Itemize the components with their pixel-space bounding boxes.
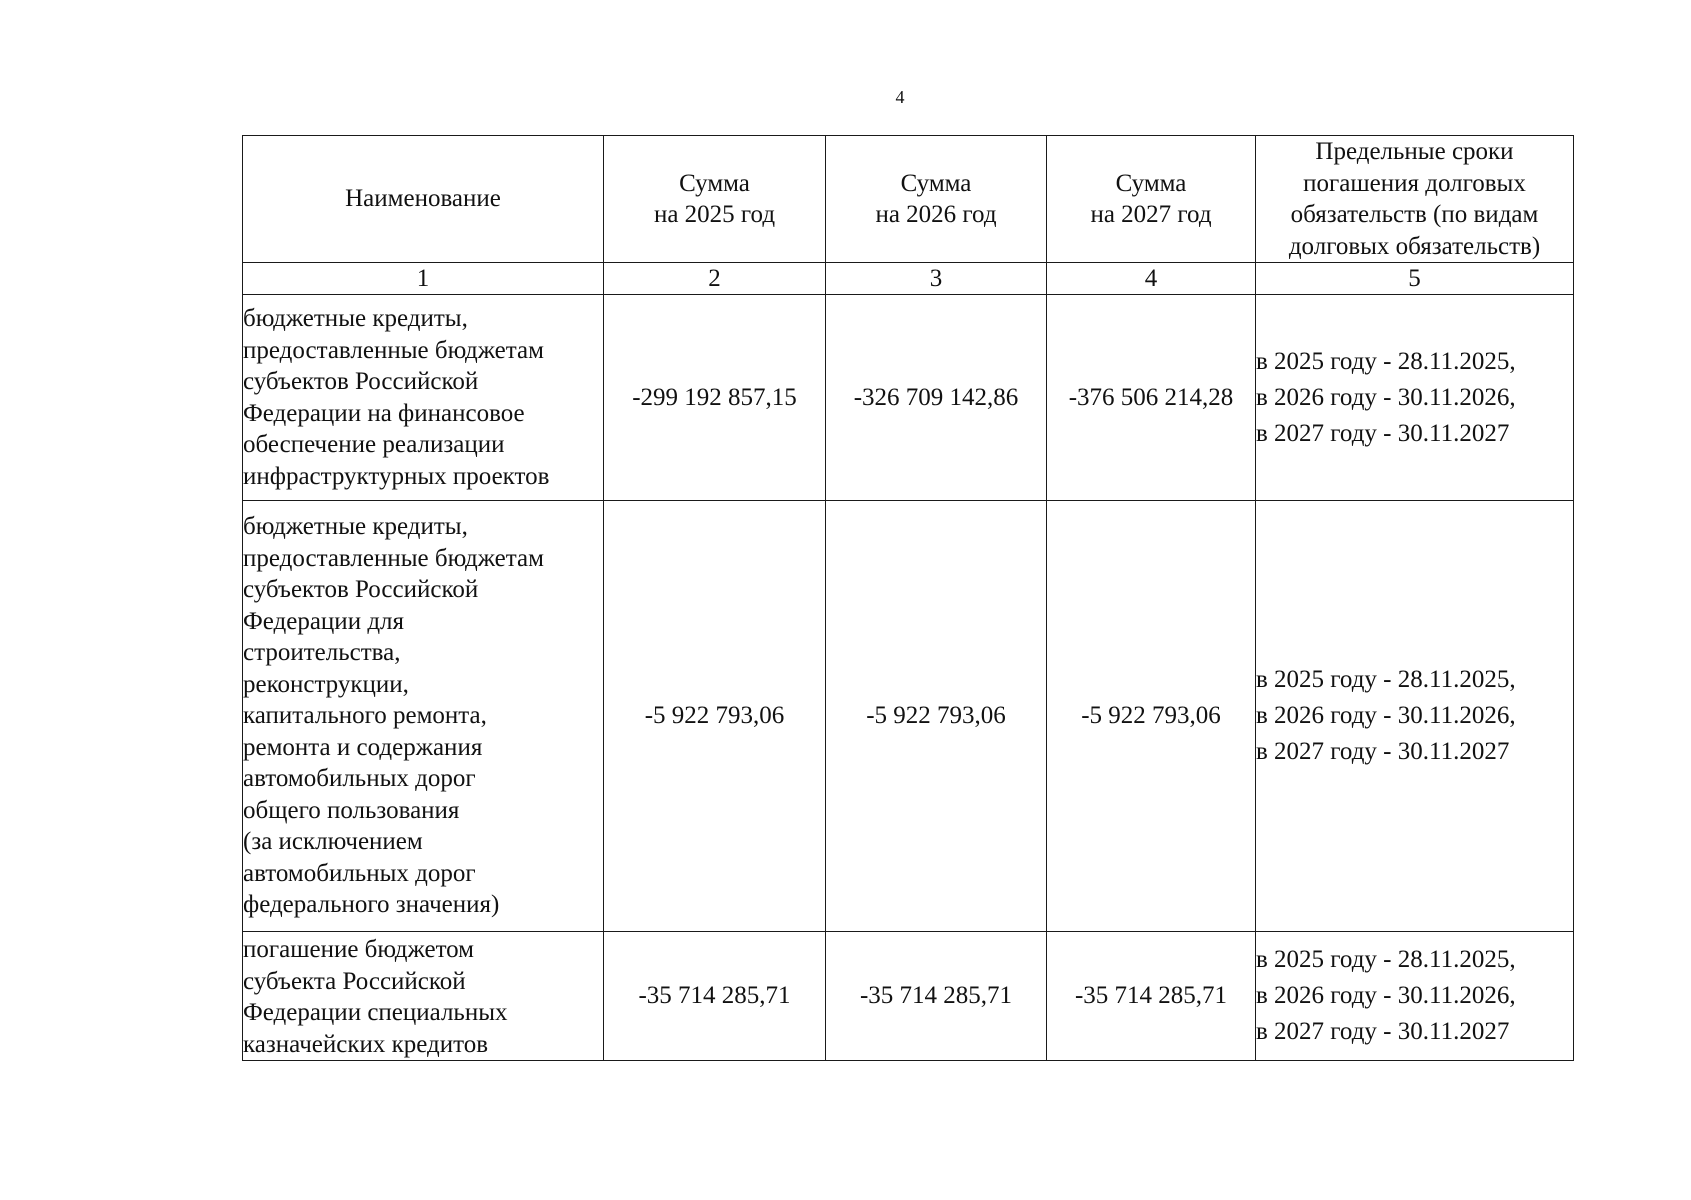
term-line: в 2025 году - 28.11.2025, <box>1256 347 1516 375</box>
name-line: автомобильных дорог <box>243 859 476 887</box>
name-line: автомобильных дорог <box>243 765 476 793</box>
name-line: предоставленные бюджетам <box>243 544 544 572</box>
header-repayment-terms <box>1256 136 1574 263</box>
header-line: на 2027 год <box>1090 201 1212 228</box>
amount-2026-cell: -35 714 285,71 <box>826 932 1047 1061</box>
table-row <box>243 501 1574 932</box>
term-line: в 2026 году - 30.11.2026, <box>1256 982 1516 1009</box>
amount-2026-cell: -5 922 793,06 <box>826 501 1047 932</box>
name-line: казначейских кредитов <box>243 1030 489 1058</box>
name-line: бюджетные кредиты, <box>243 305 468 332</box>
column-number: 2 <box>604 263 826 295</box>
term-line: в 2027 году - 30.11.2027 <box>1256 419 1510 447</box>
amount-2026-cell: -326 709 142,86 <box>826 295 1047 501</box>
term-line: в 2027 году - 30.11.2027 <box>1256 738 1510 765</box>
header-line: обязательств (по видам <box>1290 201 1539 228</box>
row-name-cell <box>243 501 604 932</box>
amount-2027-cell: -376 506 214,28 <box>1047 295 1256 501</box>
name-line: федерального значения) <box>243 891 500 919</box>
header-line: на 2025 год <box>653 201 776 228</box>
header-line: Предельные сроки <box>1315 138 1514 165</box>
term-line: в 2027 году - 30.11.2027 <box>1256 1018 1510 1045</box>
amount-2025-cell: -5 922 793,06 <box>604 501 826 932</box>
header-line: Сумма <box>679 169 750 197</box>
name-line: субъекта Российской <box>243 967 466 995</box>
header-amount-2025 <box>604 136 826 263</box>
name-line: Федерации на финансовое <box>243 399 525 427</box>
name-line: общего пользования <box>243 796 460 824</box>
term-line: в 2025 году - 28.11.2025, <box>1256 946 1516 973</box>
name-line: погашение бюджетом <box>243 936 475 963</box>
column-number-row <box>243 263 1574 295</box>
table-row <box>243 295 1574 501</box>
table-row <box>243 932 1574 1061</box>
amount-2025-cell: -35 714 285,71 <box>604 932 826 1061</box>
table-header-row <box>243 136 1574 263</box>
name-line: обеспечение реализации <box>243 431 505 458</box>
row-name-cell <box>243 932 604 1061</box>
header-line: на 2026 год <box>875 201 997 228</box>
column-number: 5 <box>1256 263 1574 295</box>
column-number: 1 <box>243 263 604 295</box>
repayment-terms-cell <box>1256 295 1574 501</box>
name-line: (за исключением <box>243 828 423 856</box>
header-line: Сумма <box>900 169 972 197</box>
header-name <box>243 136 604 263</box>
term-line: в 2026 году - 30.11.2026, <box>1256 383 1516 411</box>
name-line: ремонта и содержания <box>243 733 483 761</box>
name-line: Федерации специальных <box>243 999 508 1026</box>
name-line: инфраструктурных проектов <box>243 462 550 490</box>
page-number: 4 <box>895 87 905 107</box>
name-line: субъектов Российской <box>243 576 479 604</box>
name-line: реконструкции, <box>243 670 409 698</box>
name-line: Федерации для <box>243 607 405 635</box>
header-line: Сумма <box>1115 169 1187 197</box>
column-number: 4 <box>1047 263 1256 295</box>
name-line: строительства, <box>243 639 401 667</box>
term-line: в 2026 году - 30.11.2026, <box>1256 702 1516 729</box>
row-name-cell <box>243 295 604 501</box>
name-line: предоставленные бюджетам <box>243 336 544 364</box>
name-line: субъектов Российской <box>243 368 479 395</box>
column-number: 3 <box>826 263 1047 295</box>
amount-2027-cell: -35 714 285,71 <box>1047 932 1256 1061</box>
amount-2027-cell: -5 922 793,06 <box>1047 501 1256 932</box>
repayment-terms-cell <box>1256 932 1574 1061</box>
header-line: Наименование <box>345 185 501 213</box>
debt-obligations-table <box>242 135 1574 1061</box>
term-line: в 2025 году - 28.11.2025, <box>1256 666 1516 693</box>
header-amount-2027 <box>1047 136 1256 263</box>
header-line: погашения долговых <box>1303 169 1526 197</box>
header-line: долговых обязательств) <box>1288 232 1541 260</box>
amount-2025-cell: -299 192 857,15 <box>604 295 826 501</box>
header-amount-2026 <box>826 136 1047 263</box>
name-line: капитального ремонта, <box>243 702 487 730</box>
repayment-terms-cell <box>1256 501 1574 932</box>
name-line: бюджетные кредиты, <box>243 513 468 541</box>
